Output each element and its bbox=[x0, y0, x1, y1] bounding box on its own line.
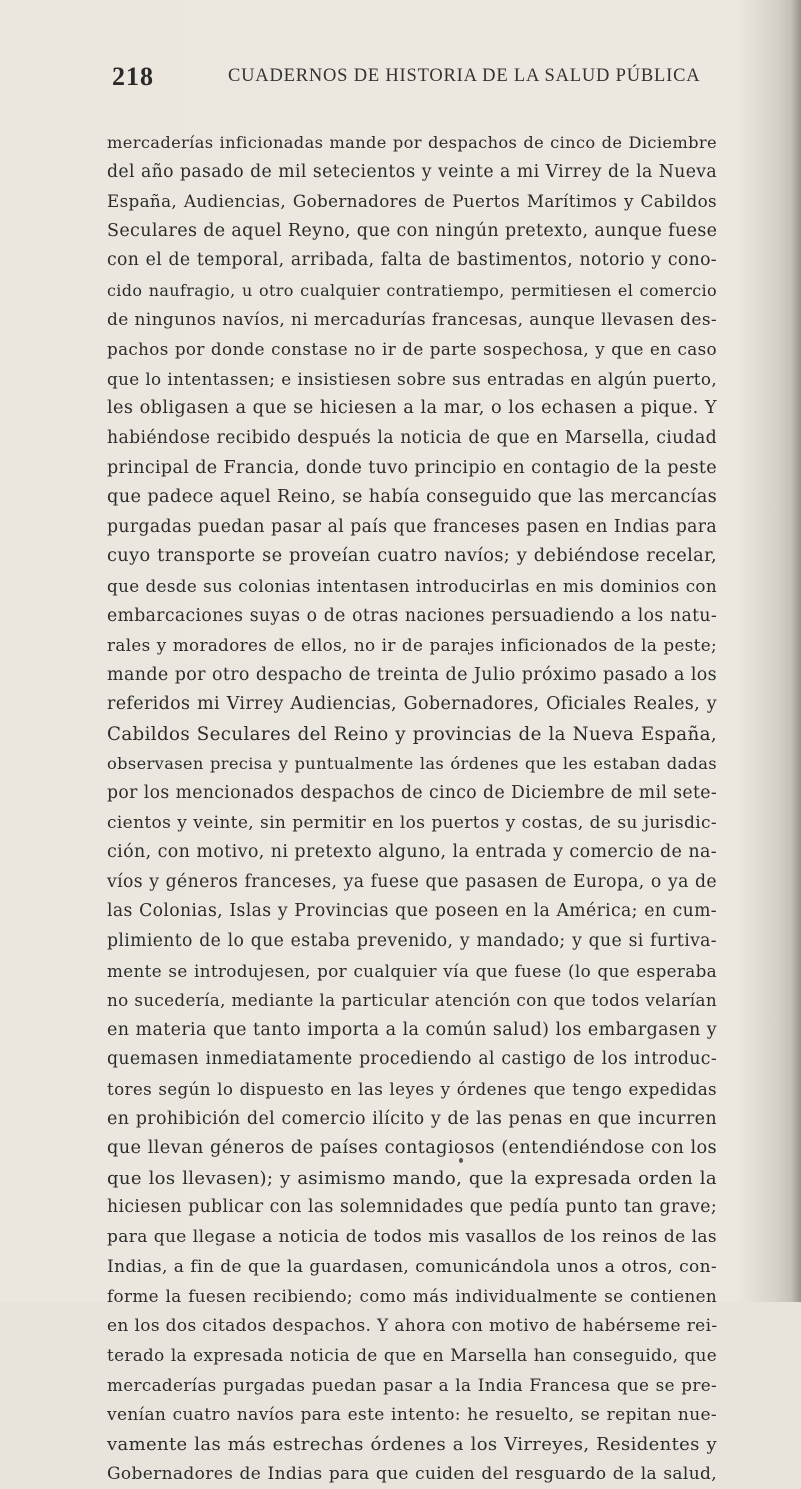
text-line: observasen precisa y puntualmente las órdenes que les estaban dadas bbox=[107, 754, 717, 774]
text-line: con el de temporal, arribada, falta de bastimentos, notorio y cono- bbox=[107, 250, 717, 271]
text-line: ción, con motivo, ni pretexto alguno, la entrada y comercio de na- bbox=[107, 842, 717, 863]
text-line: mercaderías inficionadas mande por despachos de cinco de Diciembre bbox=[107, 133, 717, 152]
text-line: tores según lo dispuesto en las leyes y órdenes que tengo expedidas bbox=[107, 1079, 717, 1099]
text-line: principal de Francia, donde tuvo principio en contagio de la peste bbox=[107, 457, 717, 478]
text-line: en materia que tanto importa a la común salud) los embargasen y bbox=[107, 1019, 717, 1040]
text-line: pachos por donde constase no ir de parte sospechosa, y que en caso bbox=[107, 339, 717, 360]
text-line: habiéndose recibido después la noticia de que en Marsella, ciudad bbox=[107, 427, 717, 448]
text-line: mente se introdujesen, por cualquier vía que fuese (lo que esperaba bbox=[107, 960, 717, 981]
text-line: las Colonias, Islas y Provincias que poseen en la América; en cum- bbox=[107, 901, 717, 922]
text-line: que lo intentassen; e insistiesen sobre sus entradas en algún puerto, bbox=[107, 368, 717, 389]
text-line: para que llegase a noticia de todos mis vasallos de los reinos de las bbox=[107, 1226, 717, 1247]
text-line: vamente las más estrechas órdenes a los Virreyes, Residentes y bbox=[107, 1434, 717, 1456]
text-line: purgadas puedan pasar al país que franceses pasen en Indias para bbox=[107, 516, 717, 537]
page-edge-shadow bbox=[791, 0, 801, 1302]
text-line: víos y géneros franceses, ya fuese que pasasen de Europa, o ya de bbox=[107, 871, 717, 892]
paper-speck bbox=[459, 1158, 463, 1163]
text-line: mercaderías purgadas puedan pasar a la India Francesa que se pre- bbox=[107, 1374, 717, 1395]
page-header bbox=[112, 62, 712, 92]
text-line: forme la fuesen recibiendo; como más individualmente se contienen bbox=[107, 1286, 717, 1307]
text-line: Cabildos Seculares del Reino y provincias de la Nueva España, bbox=[107, 723, 717, 745]
text-line: hiciesen publicar con las solemnidades que pedía punto tan grave; bbox=[107, 1197, 717, 1218]
text-line: no sucedería, mediante la particular atención con que todos velarían bbox=[107, 990, 717, 1011]
body-text bbox=[107, 128, 717, 1489]
text-line: quemasen inmediatamente procediendo al castigo de los introduc- bbox=[107, 1049, 717, 1070]
text-line: en los dos citados despachos. Y ahora con motivo de habérseme rei- bbox=[107, 1315, 718, 1336]
text-line: cido naufragio, u otro cualquier contratiempo, permitiesen el comercio bbox=[107, 280, 717, 300]
text-line: que desde sus colonias intentasen introducirlas en mis dominios con bbox=[107, 575, 717, 596]
text-line: que los llevasen); y asimismo mando, que la expresada orden la bbox=[107, 1167, 717, 1189]
text-line: plimiento de lo que estaba prevenido, y mandado; y que si furtiva- bbox=[107, 931, 717, 952]
text-line: referidos mi Virrey Audiencias, Gobernadores, Oficiales Reales, y bbox=[107, 694, 717, 715]
text-line: Indias, a fin de que la guardasen, comunicándola unos a otros, con- bbox=[107, 1256, 717, 1277]
text-line: que llevan géneros de países contagiosos (entendiéndose con los bbox=[107, 1138, 717, 1159]
text-line: terado la expresada noticia de que en Marsella han conseguido, que bbox=[107, 1345, 717, 1366]
text-line: les obligasen a que se hiciesen a la mar, o los echasen a pique. Y bbox=[107, 398, 717, 419]
page-number: 218 bbox=[112, 62, 154, 91]
text-line: del año pasado de mil setecientos y veinte a mi Virrey de la Nueva bbox=[107, 161, 717, 182]
text-line: que padece aquel Reino, se había conseguido que las mercancías bbox=[107, 487, 718, 508]
text-line: Seculares de aquel Reyno, que con ningún pretexto, aunque fuese bbox=[107, 220, 718, 241]
text-line: cuyo transporte se proveían cuatro navíos; y debiéndose recelar, bbox=[107, 546, 717, 567]
text-line: venían cuatro navíos para este intento: he resuelto, se repitan nue- bbox=[107, 1404, 717, 1425]
text-line: Gobernadores de Indias para que cuiden del resguardo de la salud, bbox=[107, 1463, 717, 1484]
text-line: por los mencionados despachos de cinco de Diciembre de mil sete- bbox=[107, 783, 717, 804]
text-line: España, Audiencias, Gobernadores de Puertos Marítimos y Cabildos bbox=[107, 191, 717, 212]
running-head: CUADERNOS DE HISTORIA DE LA SALUD PÚBLICA bbox=[228, 66, 701, 86]
text-line: mande por otro despacho de treinta de Julio próximo pasado a los bbox=[107, 664, 717, 685]
text-line: embarcaciones suyas o de otras naciones persuadiendo a los natu- bbox=[107, 605, 717, 626]
text-line: en prohibición del comercio ilícito y de las penas en que incurren bbox=[107, 1108, 717, 1129]
text-line: cientos y veinte, sin permitir en los puertos y costas, de su jurisdic- bbox=[107, 812, 717, 833]
text-line: de ningunos navíos, ni mercadurías francesas, aunque llevasen des- bbox=[107, 309, 717, 330]
text-line: rales y moradores de ellos, no ir de parajes inficionados de la peste; bbox=[107, 635, 717, 656]
